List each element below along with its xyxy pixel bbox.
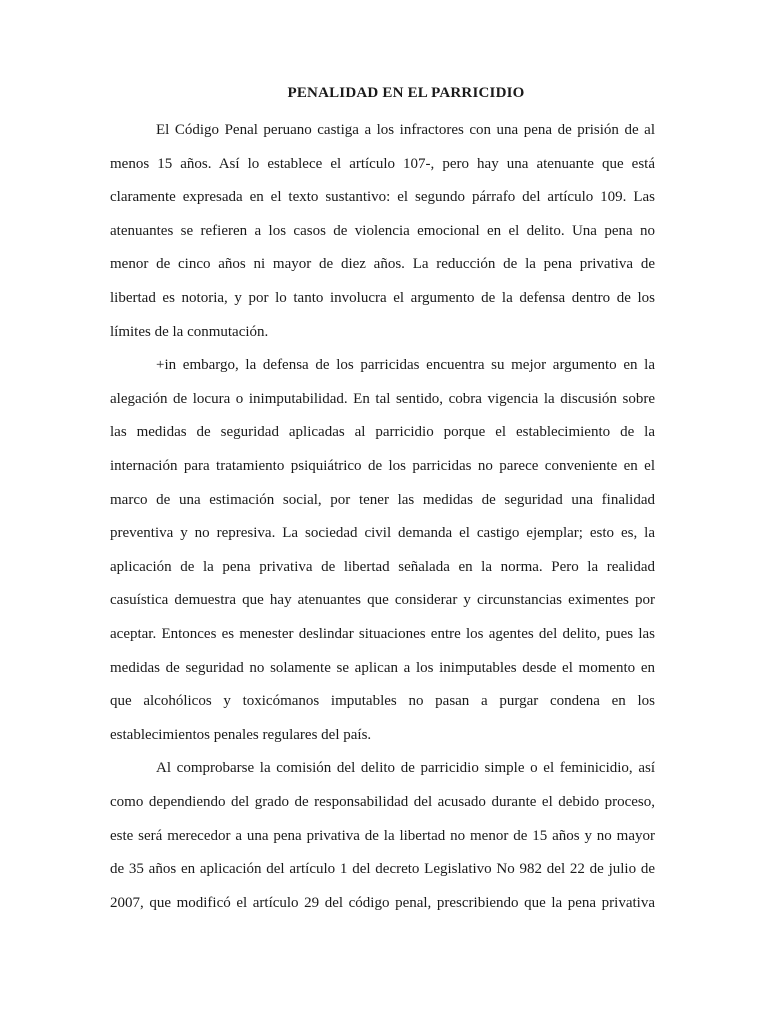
- text-line: límites de la conmutación.: [110, 323, 269, 340]
- text-line: medidas de seguridad no solamente se aplican a los inimputables desde el momento en: [110, 659, 655, 676]
- text-line: +in embargo, la defensa de los parricidas encuentra su mejor argumento en la: [156, 357, 655, 374]
- text-line: menos 15 años. Así lo establece el artículo 107-, pero hay una atenuante que está: [110, 155, 655, 172]
- text-line: internación para tratamiento psiquiátrico de los parricidas no parece conveniente en el: [110, 458, 655, 474]
- text-line: menor de cinco años ni mayor de diez años. La reducción de la pena privativa de: [110, 256, 655, 273]
- text-line: establecimientos penales regulares del país.: [110, 726, 372, 743]
- text-line: libertad es notoria, y por lo tanto involucra el argumento de la defensa dentro de los: [110, 290, 655, 306]
- document-title: PENALIDAD EN EL PARRICIDIO: [287, 85, 525, 101]
- text-line: marco de una estimación social, por tener las medidas de seguridad una finalidad: [110, 491, 655, 508]
- text-line: casuística demuestra que hay atenuantes que considerar y circunstancias eximentes por: [110, 592, 655, 609]
- text-line: que alcohólicos y toxicómanos imputables no pasan a purgar condena en los: [110, 693, 655, 710]
- text-line: Al comprobarse la comisión del delito de parricidio simple o el feminicidio, así: [156, 760, 655, 777]
- text-line: claramente expresada en el texto sustantivo: el segundo párrafo del artículo 109. Las: [110, 189, 655, 206]
- text-line: de 35 años en aplicación del artículo 1 del decreto Legislativo No 982 del 22 de julio de: [110, 861, 655, 878]
- text-line: 2007, que modificó el artículo 29 del código penal, prescribiendo que la pena privativa: [110, 894, 655, 911]
- text-line: alegación de locura o inimputabilidad. En tal sentido, cobra vigencia la discusión sobre: [110, 390, 655, 407]
- text-line: aceptar. Entonces es menester deslindar situaciones entre los agentes del delito, pues las: [110, 626, 655, 642]
- text-line: este será merecedor a una pena privativa de la libertad no menor de 15 años y no mayor: [110, 827, 655, 844]
- text-line: El Código Penal peruano castiga a los infractores con una pena de prisión de al: [156, 122, 655, 138]
- text-line: atenuantes se refieren a los casos de violencia emocional en el delito. Una pena no: [110, 222, 655, 239]
- text-line: aplicación de la pena privativa de libertad señalada en la norma. Pero la realidad: [110, 558, 655, 575]
- text-line: como dependiendo del grado de responsabilidad del acusado durante el debido proceso,: [110, 794, 655, 810]
- text-line: las medidas de seguridad aplicadas al parricidio porque el establecimiento de la: [110, 424, 655, 441]
- text-line: preventiva y no represiva. La sociedad civil demanda el castigo ejemplar; esto es, la: [110, 525, 655, 542]
